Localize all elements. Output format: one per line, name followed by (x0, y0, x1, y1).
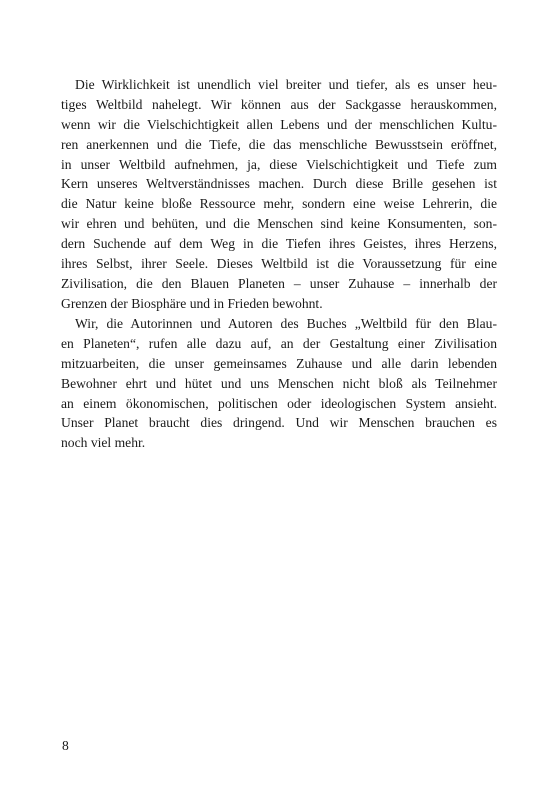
paragraph-line: Kern unseres Weltverständnisses machen. Durch diese Brille gesehen ist (61, 176, 497, 192)
paragraph-line: tiges Weltbild nahelegt. Wir können aus der Sackgasse herauskommen, (61, 96, 497, 112)
page-number: 8 (62, 738, 69, 753)
paragraph-line: ren anerkennen und die Tiefe, die das menschliche Bewusstsein eröffnet, (61, 136, 497, 152)
paragraph-line: wir ehren und behüten, und die Menschen sind keine Konsumenten, son- (61, 216, 497, 232)
paragraph-line: noch viel mehr. (61, 435, 146, 451)
paragraph-line: Unser Planet braucht dies dringend. Und wir Menschen brauchen es (61, 415, 497, 431)
paragraph-line: Wir, die Autorinnen und Autoren des Buches „Weltbild für den Blau- (75, 316, 497, 331)
paragraph-line: Bewohner ehrt und hütet und uns Menschen nicht bloß als Teilnehmer (61, 375, 497, 391)
paragraph-line: an einem ökonomischen, politischen oder ideologischen System ansieht. (61, 395, 497, 411)
paragraph-line: Die Wirklichkeit ist unendlich viel breiter und tiefer, als es unser heu- (75, 77, 497, 92)
paragraph-line: die Natur keine bloße Ressource mehr, sondern eine weise Lehrerin, die (61, 196, 497, 212)
paragraph-line: wenn wir die Vielschichtigkeit allen Lebens und der menschlichen Kultu- (61, 116, 497, 132)
paragraph-line: mitzuarbeiten, die unser gemeinsames Zuhause und alle darin lebenden (61, 355, 497, 371)
paragraph-line: en Planeten“, rufen alle dazu auf, an der Gestaltung einer Zivilisation (61, 335, 497, 351)
paragraph-line: in unser Weltbild aufnehmen, ja, diese Vielschichtigkeit und Tiefe zum (61, 156, 497, 172)
paragraph-line: Zivilisation, die den Blauen Planeten – unser Zuhause – innerhalb der (61, 275, 497, 291)
paragraph-2 (61, 314, 497, 453)
paragraph-line: ihres Selbst, ihrer Seele. Dieses Weltbild ist die Voraussetzung für eine (61, 256, 497, 272)
paragraph-1 (61, 75, 497, 314)
paragraph-line: Grenzen der Biosphäre und in Frieden bewohnt. (61, 295, 323, 311)
paragraph-line: dern Suchende auf dem Weg in die Tiefen ihres Geistes, ihres Herzens, (61, 236, 497, 252)
